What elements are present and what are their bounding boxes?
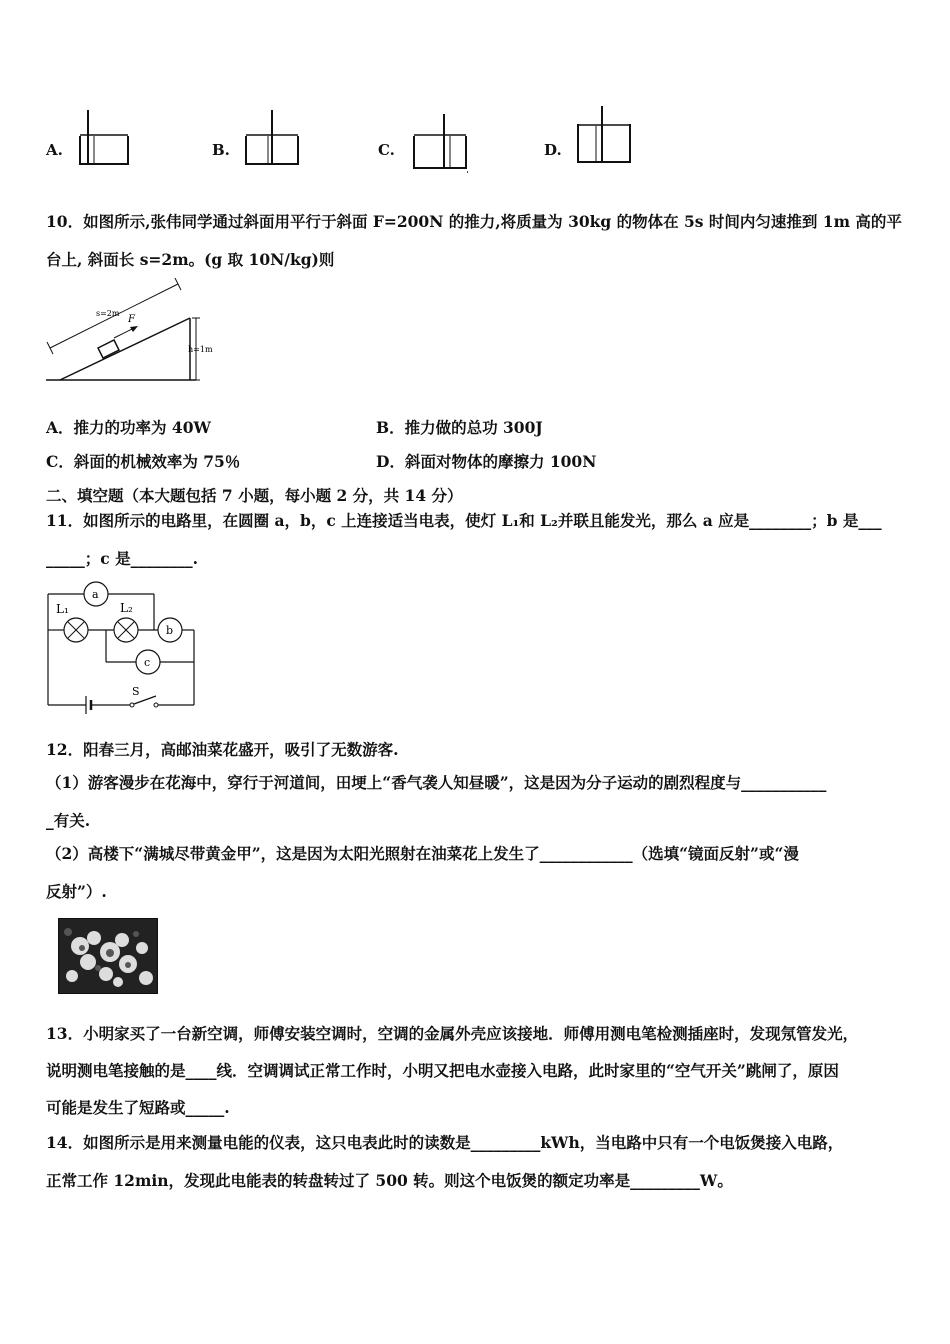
incline-f-label: F bbox=[128, 314, 135, 325]
q13-stem-line-2: 说明测电笔接触的是____线．空调调试正常工作时，小明又把电水壶接入电路，此时家里的“空气开关”跳闸了，原因 bbox=[46, 1061, 839, 1080]
q12-stem-line-4: （2）高楼下“满城尽带黄金甲”，这是因为太阳光照射在油菜花上发生了____________（选填“镜面反射”或“漫 bbox=[46, 844, 799, 863]
q9-option-c-figure bbox=[412, 112, 468, 174]
q9-option-c-label: C. bbox=[378, 141, 395, 159]
q10-option-a: A．推力的功率为 40W bbox=[46, 418, 211, 437]
rapeseed-flower-photo bbox=[58, 918, 158, 994]
q12-stem-line-2: （1）游客漫步在花海中，穿行于河道间，田埂上“香气袭人知昼暖”，这是因为分子运动的剧烈程度与___________ bbox=[46, 773, 827, 792]
q9-option-d-figure bbox=[576, 104, 632, 166]
q9-option-d-label: D. bbox=[544, 141, 562, 159]
q11-stem-line-1: 11．如图所示的电路里，在圆圈 a，b，c 上连接适当电表，使灯 L₁和 L₂并联且能发光，那么 a 应是________；b 是___ bbox=[46, 511, 882, 530]
q10-option-d: D．斜面对物体的摩擦力 100N bbox=[376, 452, 597, 471]
circuit-figure bbox=[44, 580, 204, 720]
meter-a-label: a bbox=[92, 588, 99, 601]
q10-option-b: B．推力做的总功 300J bbox=[376, 418, 543, 437]
q12-stem-line-3: _有关. bbox=[46, 811, 91, 830]
q10-option-c: C．斜面的机械效率为 75％ bbox=[46, 452, 241, 471]
switch-s-label: S bbox=[132, 685, 140, 698]
q13-stem-line-1: 13．小明家买了一台新空调，师傅安装空调时，空调的金属外壳应该接地．师傅用测电笔检测插座时，发现氖管发光， bbox=[46, 1024, 859, 1043]
q11-stem-line-2: _____；c 是________. bbox=[46, 549, 198, 568]
incline-h-label: h=1m bbox=[188, 345, 213, 354]
meter-b-label: b bbox=[166, 624, 174, 637]
incline-s-label: s=2m bbox=[96, 309, 120, 318]
lamp-l2-label: L₂ bbox=[120, 601, 133, 615]
q12-stem-line-1: 12．阳春三月，高邮油菜花盛开，吸引了无数游客. bbox=[46, 740, 399, 759]
q9-option-a-figure bbox=[78, 108, 130, 168]
q12-stem-line-5: 反射”）. bbox=[46, 882, 107, 901]
incline-figure bbox=[44, 278, 234, 384]
q9-option-a-label: A. bbox=[46, 141, 63, 159]
q9-option-b-figure bbox=[244, 108, 300, 168]
q13-stem-line-3: 可能是发生了短路或_____. bbox=[46, 1098, 230, 1117]
q10-stem-line-1: 10．如图所示,张伟同学通过斜面用平行于斜面 F=200N 的推力,将质量为 30kg 的物体在 5s 时间内匀速推到 1m 高的平 bbox=[46, 212, 902, 231]
section-2-heading: 二、填空题（本大题包括 7 小题，每小题 2 分，共 14 分） bbox=[46, 486, 463, 505]
meter-c-label: c bbox=[144, 656, 151, 669]
q14-stem-line-1: 14．如图所示是用来测量电能的仪表，这只电表此时的读数是_________kWh，当电路中只有一个电饭煲接入电路， bbox=[46, 1133, 844, 1152]
q10-stem-line-2: 台上, 斜面长 s=2m。(g 取 10N/kg)则 bbox=[46, 250, 335, 269]
q9-option-b-label: B. bbox=[212, 141, 230, 159]
q14-stem-line-2: 正常工作 12min，发现此电能表的转盘转过了 500 转。则这个电饭煲的额定功率是_________W。 bbox=[46, 1171, 733, 1190]
lamp-l1-label: L₁ bbox=[56, 602, 69, 616]
